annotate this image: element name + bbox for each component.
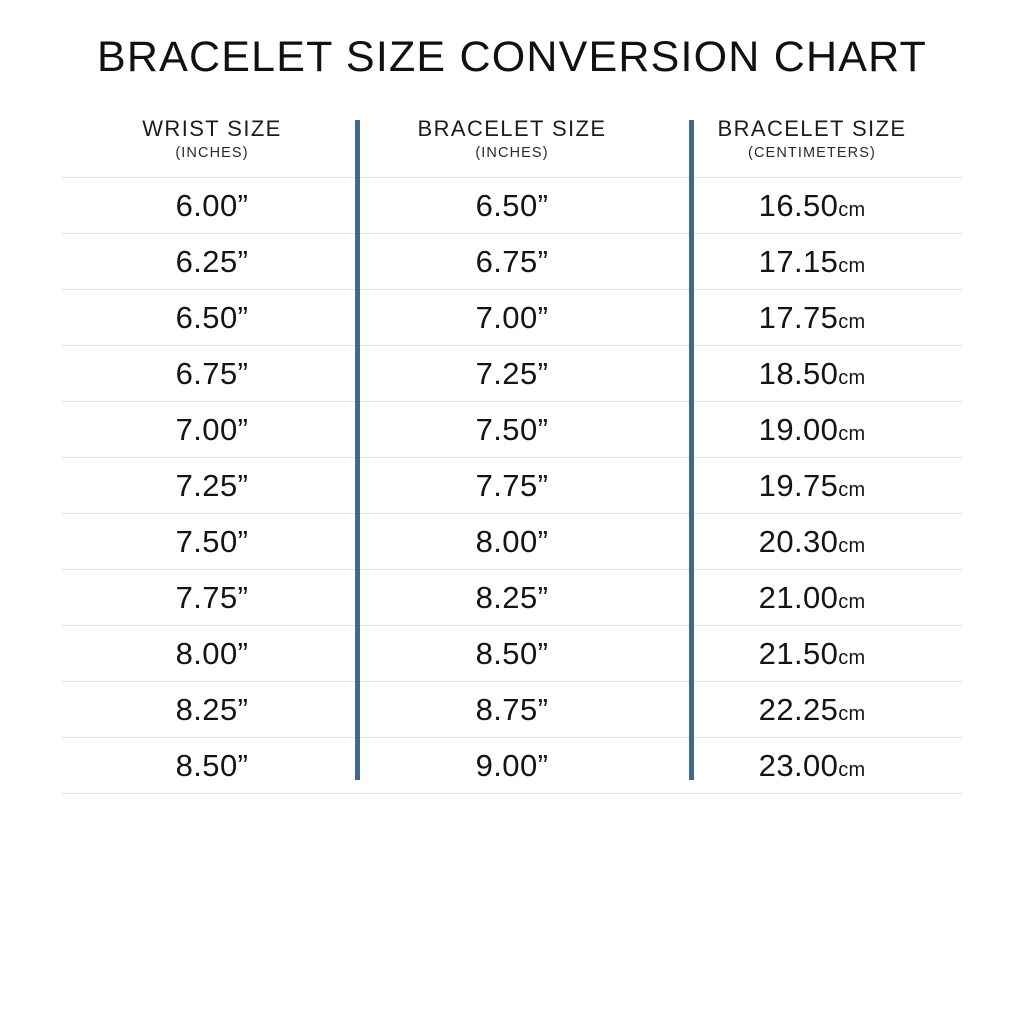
cell-cm-unit: cm <box>838 254 866 277</box>
cell-bracelet-inches: 7.25” <box>362 346 662 402</box>
cell-cm-value: 21.50 <box>758 635 839 671</box>
cell-wrist-size: 7.75” <box>62 570 362 626</box>
cell-bracelet-inches: 6.50” <box>362 178 662 234</box>
cell-wrist-size: 8.50” <box>62 738 362 794</box>
cell-bracelet-inches: 8.25” <box>362 570 662 626</box>
cell-cm-unit: cm <box>838 422 866 445</box>
cell-wrist-size: 7.00” <box>62 402 362 458</box>
cell-wrist-size: 8.25” <box>62 682 362 738</box>
table-row <box>62 178 962 234</box>
cell-wrist-size: 6.50” <box>62 290 362 346</box>
cell-cm-unit: cm <box>838 366 866 389</box>
table-row <box>62 738 962 794</box>
cell-bracelet-inches: 8.75” <box>362 682 662 738</box>
cell-bracelet-inches: 7.50” <box>362 402 662 458</box>
cell-cm-value: 21.00 <box>758 579 839 615</box>
table-row <box>62 234 962 290</box>
cell-bracelet-centimeters <box>662 570 962 626</box>
column-header-bracelet-inches-sub: (INCHES) <box>475 145 549 161</box>
cell-cm-value: 17.75 <box>758 299 839 335</box>
table-row <box>62 458 962 514</box>
cell-wrist-size: 6.75” <box>62 346 362 402</box>
cell-cm-unit: cm <box>838 590 866 613</box>
page-title: BRACELET SIZE CONVERSION CHART <box>96 33 928 81</box>
table-row <box>62 290 962 346</box>
column-header-wrist-size-sub: (INCHES) <box>175 145 249 161</box>
column-header-wrist-size-main: WRIST SIZE <box>142 116 282 141</box>
column-header-bracelet-centimeters <box>662 112 962 178</box>
cell-bracelet-centimeters <box>662 234 962 290</box>
cell-wrist-size: 6.25” <box>62 234 362 290</box>
cell-bracelet-centimeters <box>662 682 962 738</box>
cell-cm-value: 22.25 <box>758 691 839 727</box>
cell-bracelet-inches: 7.00” <box>362 290 662 346</box>
cell-cm-unit: cm <box>838 198 866 221</box>
size-conversion-table <box>62 112 962 794</box>
cell-cm-value: 16.50 <box>758 187 839 223</box>
cell-bracelet-centimeters <box>662 458 962 514</box>
cell-cm-unit: cm <box>838 310 866 333</box>
cell-cm-unit: cm <box>838 758 866 781</box>
column-header-bracelet-centimeters-sub: (CENTIMETERS) <box>748 145 876 161</box>
cell-cm-value: 23.00 <box>758 747 839 783</box>
cell-bracelet-inches: 9.00” <box>362 738 662 794</box>
cell-cm-value: 20.30 <box>758 523 839 559</box>
cell-cm-unit: cm <box>838 646 866 669</box>
cell-cm-value: 18.50 <box>758 355 839 391</box>
cell-bracelet-inches: 8.00” <box>362 514 662 570</box>
cell-bracelet-centimeters <box>662 738 962 794</box>
column-divider-1 <box>355 120 360 780</box>
cell-bracelet-centimeters <box>662 178 962 234</box>
cell-cm-unit: cm <box>838 478 866 501</box>
cell-bracelet-inches: 8.50” <box>362 626 662 682</box>
cell-bracelet-centimeters <box>662 626 962 682</box>
table-row <box>62 626 962 682</box>
table-row <box>62 346 962 402</box>
size-table-container <box>62 112 962 794</box>
column-header-bracelet-centimeters-main: BRACELET SIZE <box>717 116 907 141</box>
cell-wrist-size: 6.00” <box>62 178 362 234</box>
cell-bracelet-centimeters <box>662 290 962 346</box>
cell-bracelet-centimeters <box>662 402 962 458</box>
column-header-wrist-size <box>62 112 362 178</box>
cell-cm-value: 17.15 <box>758 243 839 279</box>
table-body <box>62 178 962 794</box>
table-row <box>62 682 962 738</box>
table-row <box>62 514 962 570</box>
cell-cm-unit: cm <box>838 534 866 557</box>
table-row <box>62 570 962 626</box>
cell-cm-value: 19.75 <box>758 467 839 503</box>
column-header-bracelet-inches-main: BRACELET SIZE <box>417 116 607 141</box>
cell-cm-value: 19.00 <box>758 411 839 447</box>
cell-wrist-size: 7.50” <box>62 514 362 570</box>
header-row <box>62 112 962 178</box>
table-header <box>62 112 962 178</box>
column-divider-2 <box>689 120 694 780</box>
table-row <box>62 402 962 458</box>
cell-bracelet-inches: 7.75” <box>362 458 662 514</box>
cell-bracelet-centimeters <box>662 514 962 570</box>
cell-bracelet-centimeters <box>662 346 962 402</box>
cell-wrist-size: 7.25” <box>62 458 362 514</box>
cell-wrist-size: 8.00” <box>62 626 362 682</box>
column-header-bracelet-inches <box>362 112 662 178</box>
cell-cm-unit: cm <box>838 702 866 725</box>
cell-bracelet-inches: 6.75” <box>362 234 662 290</box>
